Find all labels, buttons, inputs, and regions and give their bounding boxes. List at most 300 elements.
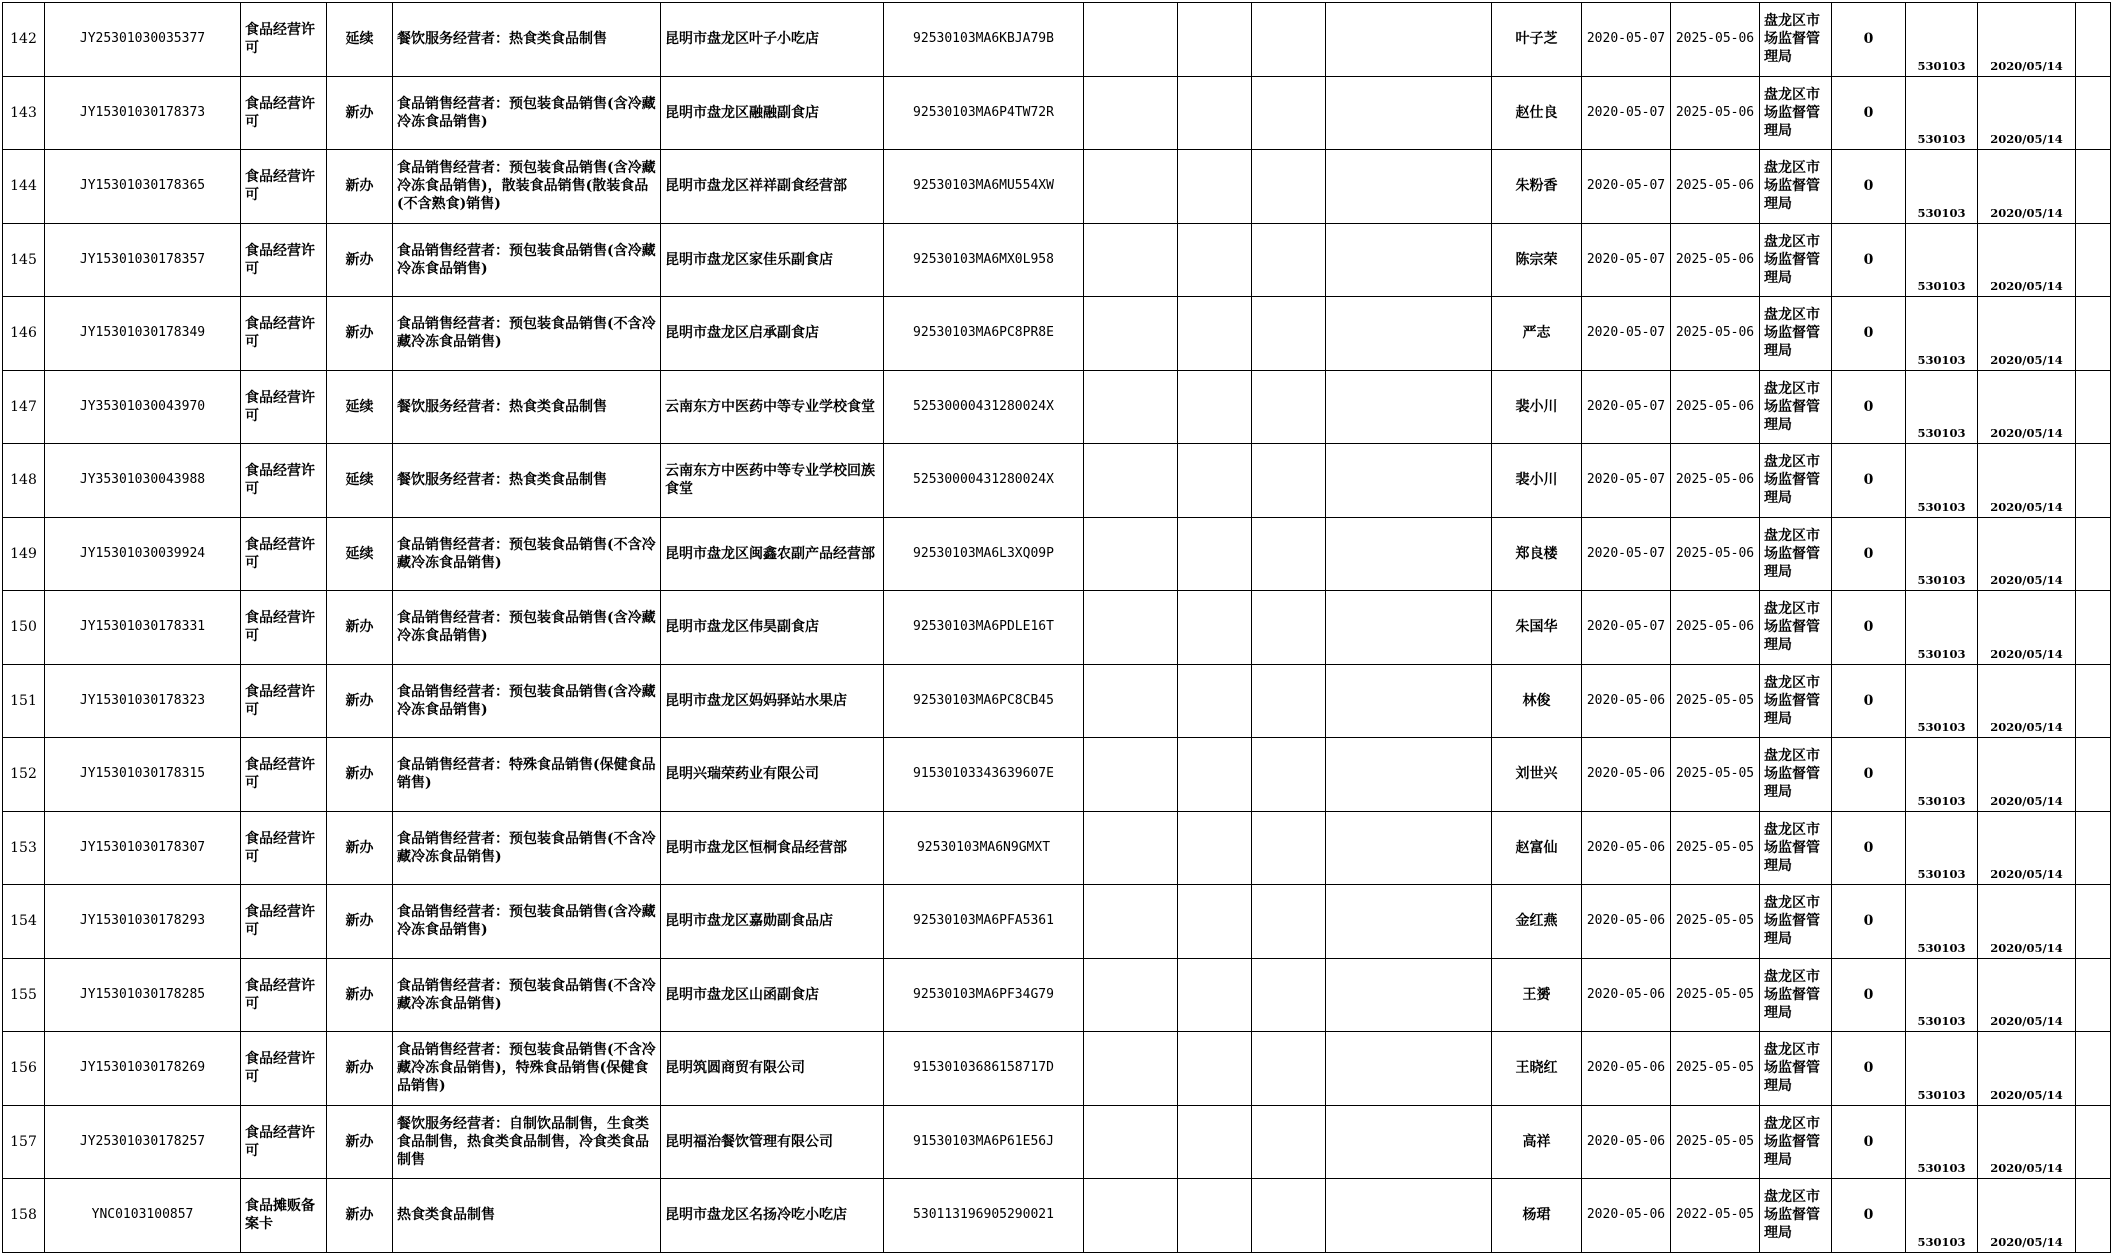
cell-status[interactable]: 0 (1832, 1179, 1906, 1253)
cell-empty[interactable] (2076, 1179, 2111, 1253)
cell-issue-date[interactable]: 2020-05-07 (1582, 3, 1671, 77)
cell-business-scope[interactable]: 食品销售经营者：预包装食品销售(不含冷藏冷冻食品销售) (393, 958, 661, 1032)
cell-status[interactable]: 0 (1832, 223, 1906, 297)
cell-area-code[interactable]: 530103 (1906, 591, 1978, 665)
cell-business-type[interactable]: 新办 (327, 150, 393, 224)
cell-credit-code[interactable]: 92530103MA6L3XQ09P (884, 517, 1084, 591)
cell-empty[interactable] (1326, 223, 1492, 297)
cell-empty[interactable] (1178, 150, 1252, 224)
cell-legal-representative[interactable]: 杨珺 (1492, 1179, 1582, 1253)
cell-empty[interactable] (2076, 958, 2111, 1032)
cell-business-type[interactable]: 新办 (327, 223, 393, 297)
cell-empty[interactable] (1084, 738, 1178, 812)
cell-legal-representative[interactable]: 朱粉香 (1492, 150, 1582, 224)
cell-category[interactable]: 食品经营许可 (241, 517, 327, 591)
cell-empty[interactable] (1252, 3, 1326, 77)
cell-business-type[interactable]: 新办 (327, 958, 393, 1032)
cell-empty[interactable] (2076, 885, 2111, 959)
cell-issue-date[interactable]: 2020-05-06 (1582, 958, 1671, 1032)
cell-empty[interactable] (1252, 958, 1326, 1032)
cell-update-date[interactable]: 2020/05/14 (1978, 1105, 2076, 1179)
cell-row-number[interactable]: 145 (3, 223, 45, 297)
cell-business-scope[interactable]: 热食类食品制售 (393, 1179, 661, 1253)
cell-area-code[interactable]: 530103 (1906, 150, 1978, 224)
cell-status[interactable]: 0 (1832, 1105, 1906, 1179)
cell-empty[interactable] (1084, 517, 1178, 591)
cell-business-scope[interactable]: 餐饮服务经营者：热食类食品制售 (393, 444, 661, 518)
cell-empty[interactable] (1252, 150, 1326, 224)
cell-business-scope[interactable]: 食品销售经营者：预包装食品销售(含冷藏冷冻食品销售) (393, 223, 661, 297)
cell-empty[interactable] (1326, 1032, 1492, 1106)
cell-update-date[interactable]: 2020/05/14 (1978, 370, 2076, 444)
cell-empty[interactable] (1326, 811, 1492, 885)
cell-empty[interactable] (1326, 517, 1492, 591)
cell-status[interactable]: 0 (1832, 1032, 1906, 1106)
cell-row-number[interactable]: 155 (3, 958, 45, 1032)
cell-legal-representative[interactable]: 朱国华 (1492, 591, 1582, 665)
cell-license-number[interactable]: JY15301030178307 (45, 811, 241, 885)
cell-empty[interactable] (1084, 3, 1178, 77)
cell-empty[interactable] (2076, 811, 2111, 885)
cell-authority[interactable]: 盘龙区市场监督管理局 (1760, 3, 1832, 77)
cell-empty[interactable] (1084, 811, 1178, 885)
cell-update-date[interactable]: 2020/05/14 (1978, 885, 2076, 959)
table-row[interactable] (3, 297, 2111, 371)
table-row[interactable] (3, 223, 2111, 297)
table-row[interactable] (3, 885, 2111, 959)
cell-business-type[interactable]: 延续 (327, 517, 393, 591)
cell-empty[interactable] (1252, 297, 1326, 371)
cell-issue-date[interactable]: 2020-05-06 (1582, 1032, 1671, 1106)
cell-business-scope[interactable]: 食品销售经营者：预包装食品销售(不含冷藏冷冻食品销售)，特殊食品销售(保健食品销售) (393, 1032, 661, 1106)
table-row[interactable] (3, 150, 2111, 224)
cell-authority[interactable]: 盘龙区市场监督管理局 (1760, 738, 1832, 812)
cell-expiry-date[interactable]: 2025-05-05 (1671, 1105, 1760, 1179)
cell-license-number[interactable]: JY15301030178357 (45, 223, 241, 297)
cell-business-scope[interactable]: 食品销售经营者：预包装食品销售(含冷藏冷冻食品销售) (393, 591, 661, 665)
cell-category[interactable]: 食品经营许可 (241, 76, 327, 150)
cell-empty[interactable] (2076, 517, 2111, 591)
cell-issue-date[interactable]: 2020-05-06 (1582, 1105, 1671, 1179)
cell-business-scope[interactable]: 食品销售经营者：预包装食品销售(含冷藏冷冻食品销售)，散装食品销售(散装食品(不含熟食)销售) (393, 150, 661, 224)
cell-empty[interactable] (1326, 370, 1492, 444)
cell-operator-name[interactable]: 昆明市盘龙区伟昊副食店 (661, 591, 884, 665)
cell-empty[interactable] (2076, 223, 2111, 297)
cell-area-code[interactable]: 530103 (1906, 297, 1978, 371)
cell-empty[interactable] (1084, 591, 1178, 665)
cell-expiry-date[interactable]: 2025-05-06 (1671, 3, 1760, 77)
cell-empty[interactable] (1178, 1179, 1252, 1253)
cell-row-number[interactable]: 156 (3, 1032, 45, 1106)
cell-empty[interactable] (1084, 885, 1178, 959)
cell-legal-representative[interactable]: 严志 (1492, 297, 1582, 371)
cell-business-scope[interactable]: 食品销售经营者：特殊食品销售(保健食品销售) (393, 738, 661, 812)
cell-empty[interactable] (1252, 444, 1326, 518)
cell-empty[interactable] (2076, 150, 2111, 224)
cell-business-type[interactable]: 新办 (327, 738, 393, 812)
cell-area-code[interactable]: 530103 (1906, 370, 1978, 444)
cell-area-code[interactable]: 530103 (1906, 885, 1978, 959)
cell-row-number[interactable]: 152 (3, 738, 45, 812)
cell-legal-representative[interactable]: 林俊 (1492, 664, 1582, 738)
cell-status[interactable]: 0 (1832, 76, 1906, 150)
cell-legal-representative[interactable]: 高祥 (1492, 1105, 1582, 1179)
table-row[interactable] (3, 1032, 2111, 1106)
cell-legal-representative[interactable]: 刘世兴 (1492, 738, 1582, 812)
cell-empty[interactable] (2076, 444, 2111, 518)
cell-business-type[interactable]: 新办 (327, 591, 393, 665)
table-row[interactable] (3, 444, 2111, 518)
cell-license-number[interactable]: JY35301030043970 (45, 370, 241, 444)
cell-license-number[interactable]: JY15301030178269 (45, 1032, 241, 1106)
cell-area-code[interactable]: 530103 (1906, 738, 1978, 812)
cell-category[interactable]: 食品经营许可 (241, 811, 327, 885)
cell-expiry-date[interactable]: 2025-05-06 (1671, 444, 1760, 518)
cell-area-code[interactable]: 530103 (1906, 811, 1978, 885)
cell-empty[interactable] (2076, 3, 2111, 77)
cell-operator-name[interactable]: 昆明市盘龙区山函副食店 (661, 958, 884, 1032)
cell-empty[interactable] (2076, 297, 2111, 371)
cell-legal-representative[interactable]: 赵仕良 (1492, 76, 1582, 150)
cell-expiry-date[interactable]: 2025-05-06 (1671, 76, 1760, 150)
cell-empty[interactable] (1178, 444, 1252, 518)
cell-empty[interactable] (1178, 297, 1252, 371)
cell-expiry-date[interactable]: 2025-05-06 (1671, 517, 1760, 591)
cell-empty[interactable] (1326, 3, 1492, 77)
cell-empty[interactable] (1326, 1179, 1492, 1253)
cell-operator-name[interactable]: 昆明市盘龙区妈妈驿站水果店 (661, 664, 884, 738)
cell-authority[interactable]: 盘龙区市场监督管理局 (1760, 591, 1832, 665)
cell-business-type[interactable]: 新办 (327, 885, 393, 959)
cell-authority[interactable]: 盘龙区市场监督管理局 (1760, 885, 1832, 959)
cell-area-code[interactable]: 530103 (1906, 444, 1978, 518)
cell-expiry-date[interactable]: 2025-05-06 (1671, 223, 1760, 297)
cell-area-code[interactable]: 530103 (1906, 1179, 1978, 1253)
cell-update-date[interactable]: 2020/05/14 (1978, 1179, 2076, 1253)
cell-credit-code[interactable]: 92530103MA6MU554XW (884, 150, 1084, 224)
table-row[interactable] (3, 591, 2111, 665)
cell-operator-name[interactable]: 云南东方中医药中等专业学校食堂 (661, 370, 884, 444)
cell-update-date[interactable]: 2020/05/14 (1978, 76, 2076, 150)
cell-authority[interactable]: 盘龙区市场监督管理局 (1760, 1179, 1832, 1253)
cell-update-date[interactable]: 2020/05/14 (1978, 223, 2076, 297)
cell-empty[interactable] (1084, 664, 1178, 738)
cell-expiry-date[interactable]: 2025-05-06 (1671, 150, 1760, 224)
cell-business-type[interactable]: 延续 (327, 444, 393, 518)
cell-empty[interactable] (2076, 1032, 2111, 1106)
cell-business-scope[interactable]: 食品销售经营者：预包装食品销售(含冷藏冷冻食品销售) (393, 76, 661, 150)
cell-issue-date[interactable]: 2020-05-07 (1582, 444, 1671, 518)
cell-empty[interactable] (1084, 1032, 1178, 1106)
cell-license-number[interactable]: JY15301030178285 (45, 958, 241, 1032)
cell-update-date[interactable]: 2020/05/14 (1978, 150, 2076, 224)
cell-business-scope[interactable]: 餐饮服务经营者：热食类食品制售 (393, 3, 661, 77)
cell-business-type[interactable]: 延续 (327, 3, 393, 77)
cell-empty[interactable] (1178, 885, 1252, 959)
cell-issue-date[interactable]: 2020-05-07 (1582, 297, 1671, 371)
cell-credit-code[interactable]: 91530103343639607E (884, 738, 1084, 812)
cell-credit-code[interactable]: 92530103MA6PFA5361 (884, 885, 1084, 959)
cell-legal-representative[interactable]: 裴小川 (1492, 370, 1582, 444)
cell-business-type[interactable]: 新办 (327, 1105, 393, 1179)
cell-status[interactable]: 0 (1832, 811, 1906, 885)
cell-empty[interactable] (1252, 591, 1326, 665)
cell-empty[interactable] (2076, 370, 2111, 444)
cell-empty[interactable] (2076, 738, 2111, 812)
cell-empty[interactable] (1178, 591, 1252, 665)
cell-empty[interactable] (1252, 370, 1326, 444)
cell-operator-name[interactable]: 昆明市盘龙区家佳乐副食店 (661, 223, 884, 297)
cell-update-date[interactable]: 2020/05/14 (1978, 3, 2076, 77)
cell-legal-representative[interactable]: 陈宗荣 (1492, 223, 1582, 297)
cell-empty[interactable] (1252, 811, 1326, 885)
cell-legal-representative[interactable]: 郑良楼 (1492, 517, 1582, 591)
cell-expiry-date[interactable]: 2025-05-06 (1671, 370, 1760, 444)
cell-status[interactable]: 0 (1832, 591, 1906, 665)
cell-license-number[interactable]: JY25301030035377 (45, 3, 241, 77)
cell-business-scope[interactable]: 餐饮服务经营者：热食类食品制售 (393, 370, 661, 444)
cell-update-date[interactable]: 2020/05/14 (1978, 517, 2076, 591)
cell-empty[interactable] (1326, 664, 1492, 738)
cell-expiry-date[interactable]: 2025-05-05 (1671, 1032, 1760, 1106)
cell-authority[interactable]: 盘龙区市场监督管理局 (1760, 297, 1832, 371)
cell-empty[interactable] (1178, 958, 1252, 1032)
cell-authority[interactable]: 盘龙区市场监督管理局 (1760, 517, 1832, 591)
cell-category[interactable]: 食品经营许可 (241, 885, 327, 959)
cell-update-date[interactable]: 2020/05/14 (1978, 1032, 2076, 1106)
cell-expiry-date[interactable]: 2025-05-05 (1671, 885, 1760, 959)
cell-empty[interactable] (1084, 444, 1178, 518)
cell-empty[interactable] (1326, 885, 1492, 959)
cell-empty[interactable] (1084, 370, 1178, 444)
cell-row-number[interactable]: 150 (3, 591, 45, 665)
cell-empty[interactable] (2076, 76, 2111, 150)
cell-operator-name[interactable]: 昆明筑圆商贸有限公司 (661, 1032, 884, 1106)
cell-row-number[interactable]: 158 (3, 1179, 45, 1253)
cell-authority[interactable]: 盘龙区市场监督管理局 (1760, 664, 1832, 738)
cell-empty[interactable] (1178, 738, 1252, 812)
cell-business-scope[interactable]: 餐饮服务经营者：自制饮品制售，生食类食品制售，热食类食品制售，冷食类食品制售 (393, 1105, 661, 1179)
cell-credit-code[interactable]: 92530103MA6PC8PR8E (884, 297, 1084, 371)
cell-license-number[interactable]: JY15301030178293 (45, 885, 241, 959)
cell-category[interactable]: 食品摊贩备案卡 (241, 1179, 327, 1253)
cell-empty[interactable] (1178, 3, 1252, 77)
cell-authority[interactable]: 盘龙区市场监督管理局 (1760, 76, 1832, 150)
cell-business-type[interactable]: 新办 (327, 1179, 393, 1253)
table-row[interactable] (3, 370, 2111, 444)
cell-license-number[interactable]: YNC0103100857 (45, 1179, 241, 1253)
cell-empty[interactable] (1326, 150, 1492, 224)
cell-legal-representative[interactable]: 叶子芝 (1492, 3, 1582, 77)
cell-operator-name[interactable]: 昆明市盘龙区融融副食店 (661, 76, 884, 150)
cell-row-number[interactable]: 146 (3, 297, 45, 371)
cell-issue-date[interactable]: 2020-05-06 (1582, 738, 1671, 812)
cell-business-type[interactable]: 新办 (327, 76, 393, 150)
cell-credit-code[interactable]: 530113196905290021 (884, 1179, 1084, 1253)
table-row[interactable] (3, 3, 2111, 77)
cell-empty[interactable] (1178, 664, 1252, 738)
cell-empty[interactable] (1252, 1105, 1326, 1179)
cell-update-date[interactable]: 2020/05/14 (1978, 664, 2076, 738)
cell-business-type[interactable]: 新办 (327, 297, 393, 371)
cell-authority[interactable]: 盘龙区市场监督管理局 (1760, 444, 1832, 518)
cell-issue-date[interactable]: 2020-05-07 (1582, 223, 1671, 297)
cell-legal-representative[interactable]: 王晓红 (1492, 1032, 1582, 1106)
cell-legal-representative[interactable]: 赵富仙 (1492, 811, 1582, 885)
cell-empty[interactable] (1084, 958, 1178, 1032)
cell-category[interactable]: 食品经营许可 (241, 297, 327, 371)
cell-issue-date[interactable]: 2020-05-06 (1582, 811, 1671, 885)
cell-legal-representative[interactable]: 金红燕 (1492, 885, 1582, 959)
cell-category[interactable]: 食品经营许可 (241, 223, 327, 297)
cell-expiry-date[interactable]: 2022-05-05 (1671, 1179, 1760, 1253)
cell-operator-name[interactable]: 昆明市盘龙区恒桐食品经营部 (661, 811, 884, 885)
cell-legal-representative[interactable]: 王赟 (1492, 958, 1582, 1032)
cell-license-number[interactable]: JY15301030178331 (45, 591, 241, 665)
cell-authority[interactable]: 盘龙区市场监督管理局 (1760, 223, 1832, 297)
cell-category[interactable]: 食品经营许可 (241, 591, 327, 665)
cell-business-scope[interactable]: 食品销售经营者：预包装食品销售(含冷藏冷冻食品销售) (393, 885, 661, 959)
cell-legal-representative[interactable]: 裴小川 (1492, 444, 1582, 518)
cell-authority[interactable]: 盘龙区市场监督管理局 (1760, 1105, 1832, 1179)
cell-business-type[interactable]: 延续 (327, 370, 393, 444)
cell-row-number[interactable]: 142 (3, 3, 45, 77)
cell-status[interactable]: 0 (1832, 517, 1906, 591)
table-row[interactable] (3, 517, 2111, 591)
cell-empty[interactable] (1326, 1105, 1492, 1179)
cell-business-type[interactable]: 新办 (327, 664, 393, 738)
cell-operator-name[interactable]: 昆明市盘龙区嘉勋副食品店 (661, 885, 884, 959)
table-row[interactable] (3, 664, 2111, 738)
cell-expiry-date[interactable]: 2025-05-06 (1671, 297, 1760, 371)
cell-update-date[interactable]: 2020/05/14 (1978, 738, 2076, 812)
cell-operator-name[interactable]: 昆明福治餐饮管理有限公司 (661, 1105, 884, 1179)
table-row[interactable] (3, 811, 2111, 885)
cell-license-number[interactable]: JY25301030178257 (45, 1105, 241, 1179)
cell-status[interactable]: 0 (1832, 3, 1906, 77)
cell-update-date[interactable]: 2020/05/14 (1978, 958, 2076, 1032)
cell-category[interactable]: 食品经营许可 (241, 664, 327, 738)
cell-row-number[interactable]: 147 (3, 370, 45, 444)
cell-empty[interactable] (2076, 1105, 2111, 1179)
cell-category[interactable]: 食品经营许可 (241, 1032, 327, 1106)
cell-issue-date[interactable]: 2020-05-07 (1582, 517, 1671, 591)
cell-license-number[interactable]: JY15301030178373 (45, 76, 241, 150)
cell-empty[interactable] (1252, 885, 1326, 959)
table-row[interactable] (3, 1105, 2111, 1179)
cell-category[interactable]: 食品经营许可 (241, 1105, 327, 1179)
cell-issue-date[interactable]: 2020-05-07 (1582, 370, 1671, 444)
cell-empty[interactable] (1178, 811, 1252, 885)
cell-area-code[interactable]: 530103 (1906, 664, 1978, 738)
cell-issue-date[interactable]: 2020-05-07 (1582, 76, 1671, 150)
cell-empty[interactable] (1326, 591, 1492, 665)
cell-empty[interactable] (1084, 1179, 1178, 1253)
cell-category[interactable]: 食品经营许可 (241, 370, 327, 444)
cell-issue-date[interactable]: 2020-05-06 (1582, 885, 1671, 959)
table-row[interactable] (3, 76, 2111, 150)
cell-row-number[interactable]: 148 (3, 444, 45, 518)
cell-operator-name[interactable]: 云南东方中医药中等专业学校回族食堂 (661, 444, 884, 518)
cell-status[interactable]: 0 (1832, 958, 1906, 1032)
cell-empty[interactable] (1326, 297, 1492, 371)
cell-issue-date[interactable]: 2020-05-06 (1582, 664, 1671, 738)
cell-empty[interactable] (1178, 1105, 1252, 1179)
cell-business-type[interactable]: 新办 (327, 1032, 393, 1106)
cell-empty[interactable] (1252, 1032, 1326, 1106)
cell-operator-name[interactable]: 昆明市盘龙区叶子小吃店 (661, 3, 884, 77)
cell-category[interactable]: 食品经营许可 (241, 444, 327, 518)
cell-business-scope[interactable]: 食品销售经营者：预包装食品销售(含冷藏冷冻食品销售) (393, 664, 661, 738)
cell-credit-code[interactable]: 52530000431280024X (884, 370, 1084, 444)
cell-empty[interactable] (1252, 1179, 1326, 1253)
cell-authority[interactable]: 盘龙区市场监督管理局 (1760, 370, 1832, 444)
cell-status[interactable]: 0 (1832, 444, 1906, 518)
cell-operator-name[interactable]: 昆明市盘龙区闽鑫农副产品经营部 (661, 517, 884, 591)
cell-update-date[interactable]: 2020/05/14 (1978, 297, 2076, 371)
cell-update-date[interactable]: 2020/05/14 (1978, 444, 2076, 518)
cell-row-number[interactable]: 149 (3, 517, 45, 591)
cell-empty[interactable] (1084, 76, 1178, 150)
cell-authority[interactable]: 盘龙区市场监督管理局 (1760, 150, 1832, 224)
cell-credit-code[interactable]: 92530103MA6P4TW72R (884, 76, 1084, 150)
cell-row-number[interactable]: 151 (3, 664, 45, 738)
cell-empty[interactable] (1084, 1105, 1178, 1179)
cell-row-number[interactable]: 153 (3, 811, 45, 885)
cell-license-number[interactable]: JY15301030039924 (45, 517, 241, 591)
cell-empty[interactable] (1252, 223, 1326, 297)
cell-row-number[interactable]: 144 (3, 150, 45, 224)
cell-operator-name[interactable]: 昆明兴瑞荣药业有限公司 (661, 738, 884, 812)
cell-area-code[interactable]: 530103 (1906, 1105, 1978, 1179)
cell-empty[interactable] (1252, 664, 1326, 738)
cell-empty[interactable] (1084, 150, 1178, 224)
cell-empty[interactable] (1178, 76, 1252, 150)
cell-row-number[interactable]: 157 (3, 1105, 45, 1179)
cell-issue-date[interactable]: 2020-05-07 (1582, 150, 1671, 224)
cell-license-number[interactable]: JY35301030043988 (45, 444, 241, 518)
cell-status[interactable]: 0 (1832, 297, 1906, 371)
cell-expiry-date[interactable]: 2025-05-05 (1671, 958, 1760, 1032)
cell-authority[interactable]: 盘龙区市场监督管理局 (1760, 811, 1832, 885)
table-row[interactable] (3, 958, 2111, 1032)
cell-license-number[interactable]: JY15301030178349 (45, 297, 241, 371)
cell-category[interactable]: 食品经营许可 (241, 958, 327, 1032)
cell-area-code[interactable]: 530103 (1906, 517, 1978, 591)
cell-empty[interactable] (2076, 664, 2111, 738)
cell-category[interactable]: 食品经营许可 (241, 150, 327, 224)
cell-status[interactable]: 0 (1832, 738, 1906, 812)
table-row[interactable] (3, 738, 2111, 812)
cell-area-code[interactable]: 530103 (1906, 3, 1978, 77)
cell-expiry-date[interactable]: 2025-05-06 (1671, 591, 1760, 665)
cell-operator-name[interactable]: 昆明市盘龙区名扬冷吃小吃店 (661, 1179, 884, 1253)
cell-issue-date[interactable]: 2020-05-06 (1582, 1179, 1671, 1253)
cell-empty[interactable] (1326, 76, 1492, 150)
cell-operator-name[interactable]: 昆明市盘龙区祥祥副食经营部 (661, 150, 884, 224)
cell-empty[interactable] (1326, 958, 1492, 1032)
cell-expiry-date[interactable]: 2025-05-05 (1671, 664, 1760, 738)
cell-status[interactable]: 0 (1832, 370, 1906, 444)
cell-category[interactable]: 食品经营许可 (241, 3, 327, 77)
cell-area-code[interactable]: 530103 (1906, 76, 1978, 150)
cell-credit-code[interactable]: 91530103MA6P61E56J (884, 1105, 1084, 1179)
cell-license-number[interactable]: JY15301030178365 (45, 150, 241, 224)
cell-empty[interactable] (1084, 297, 1178, 371)
cell-business-scope[interactable]: 食品销售经营者：预包装食品销售(不含冷藏冷冻食品销售) (393, 517, 661, 591)
cell-row-number[interactable]: 143 (3, 76, 45, 150)
cell-empty[interactable] (1326, 738, 1492, 812)
